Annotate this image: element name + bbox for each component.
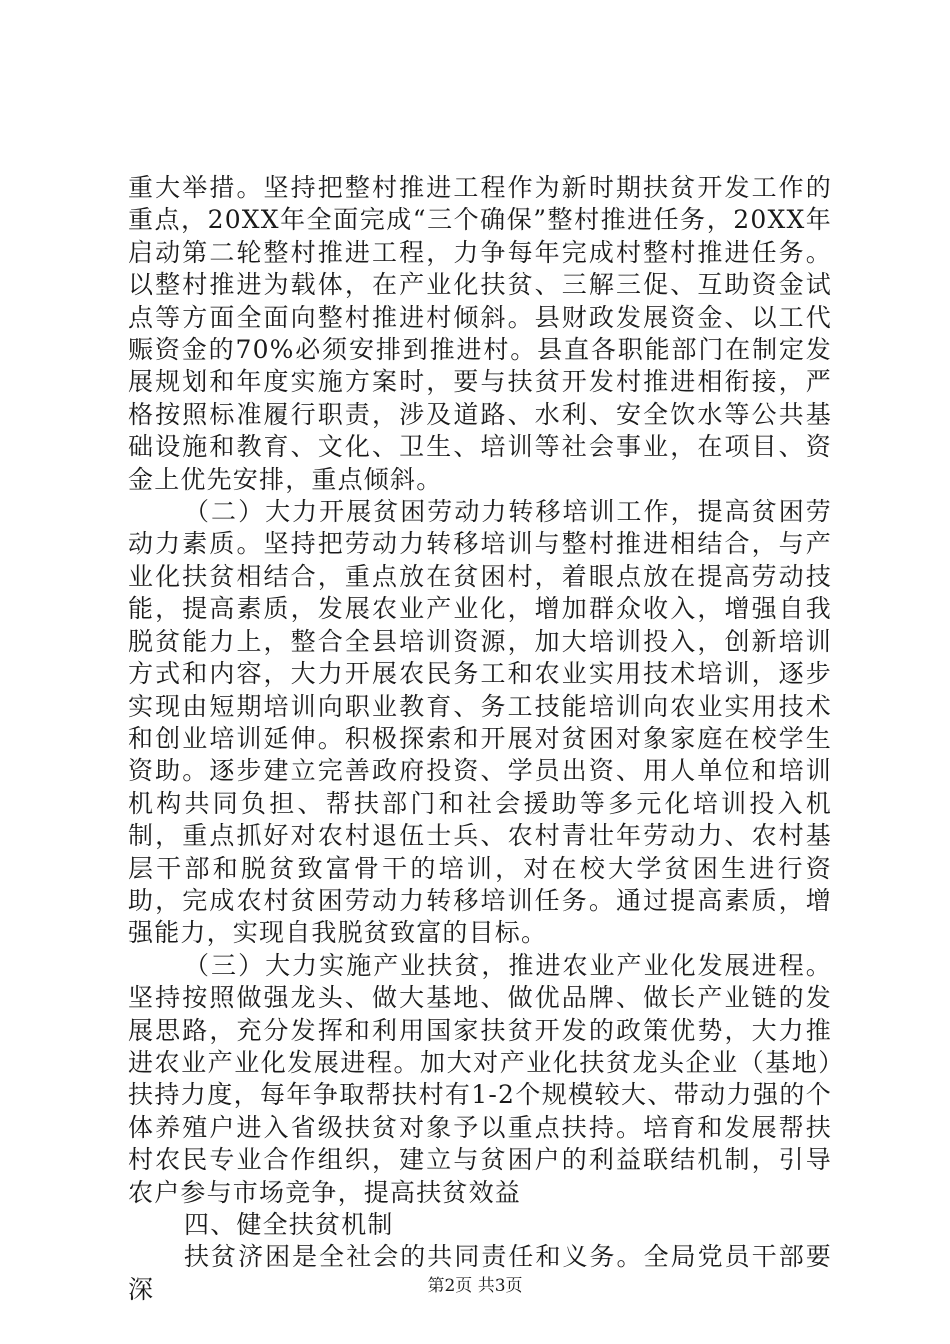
paragraph-4: 扶贫济困是全社会的共同责任和义务。全局党员干部要深 <box>128 1242 832 1304</box>
section-heading: 四、健全扶贫机制 <box>184 1210 394 1239</box>
paragraph-2: （二）大力开展贫困劳动力转移培训工作，提高贫困劳动力素质。坚持把劳动力转移培训与整村推进相结合，与产业化扶贫相结合，重点放在贫困村，着眼点放在提高劳动技能，提高素质，发展农业产业化，增加群众收入，增强自我脱贫能力上，整合全县培训资源，加大培训投入，创新培训方式和内容，大力开展农民务工和农业实用技术培训，逐步实现由短期培训向职业教育、务工技能培训向农业实用技术和创业培训延伸。积极探索和开展对贫困对象家庭在校学生资助。逐步建立完善政府投资、学员出资、用人单位和培训机构共同负担、帮扶部门和社会援助等多元化培训投入机制，重点抓好对农村退伍士兵、农村青壮年劳动力、农村基层干部和脱贫致富骨干的培训，对在校大学贫困生进行资助，完成农村贫困劳动力转移培训任务。通过提高素质，增强能力，实现自我脱贫致富的目标。 <box>128 497 832 948</box>
page-footer <box>0 1276 950 1296</box>
document-body <box>128 172 832 1306</box>
paragraph-3: （三）大力实施产业扶贫，推进农业产业化发展进程。坚持按照做强龙头、做大基地、做优品牌、做长产业链的发展思路，充分发挥和利用国家扶贫开发的政策优势，大力推进农业产业化发展进程。加大对产业化扶贫龙头企业（基地）扶持力度，每年争取帮扶村有1-2个规模较大、带动力强的个体养殖户进入省级扶贫对象予以重点扶持。培育和发展帮扶村农民专业合作组织，建立与贫困户的利益联结机制，引导农户参与市场竞争，提高扶贫效益 <box>128 950 832 1207</box>
paragraph-1: 重大举措。坚持把整村推进工程作为新时期扶贫开发工作的重点，20XX年全面完成“三个确保”整村推进任务，20XX年启动第二轮整村推进工程，力争每年完成村整村推进任务。以整村推进为载体，在产业化扶贫、三解三促、互助资金试点等方面全面向整村推进村倾斜。县财政发展资金、以工代赈资金的70%必须安排到推进村。县直各职能部门在制定发展规划和年度实施方案时，要与扶贫开发村推进相衔接，严格按照标准履行职责，涉及道路、水利、安全饮水等公共基础设施和教育、文化、卫生、培训等社会事业，在项目、资金上优先安排，重点倾斜。 <box>128 173 832 494</box>
page-number: 第2页 共3页 <box>427 1276 523 1296</box>
